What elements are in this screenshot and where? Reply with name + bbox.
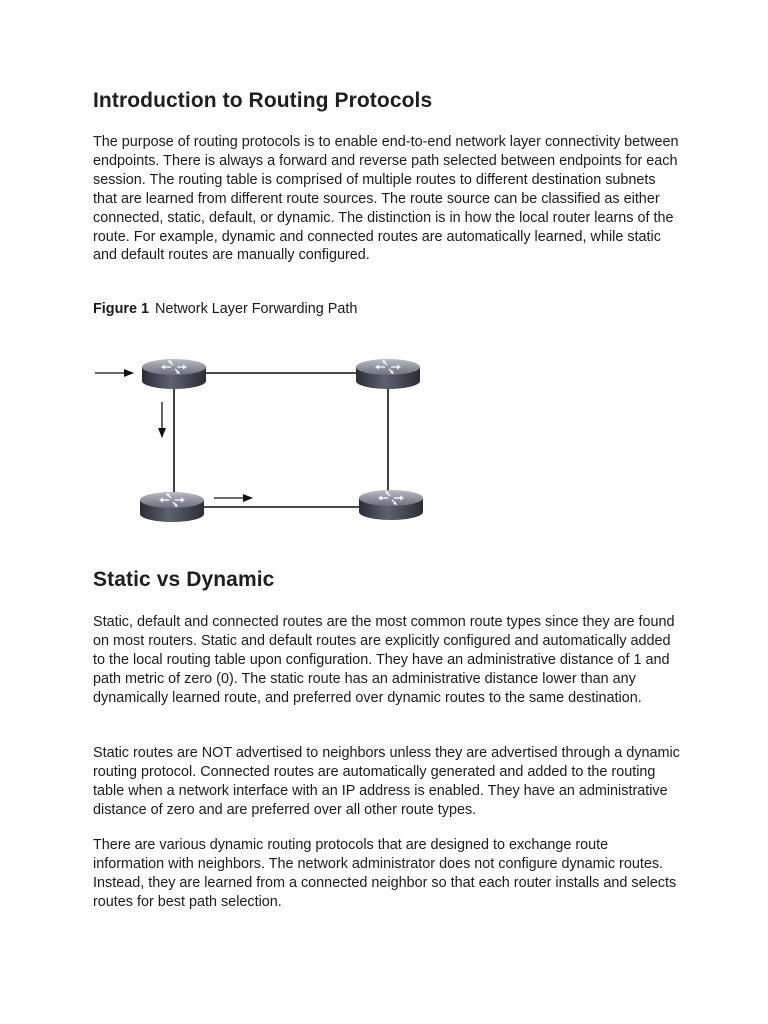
static-paragraph-1: Static, default and connected routes are the most common route types since they are found on most routers. Static and default routes are explicitly configured and automatically added to the local routing table upon configuration. They have an administrative distance of 1 and path metric of zero (0). The static route has an administrative distance lower than any dynamically learned route, and preferred over dynamic routes to the same destination. (93, 614, 675, 706)
static-paragraph-3: There are various dynamic routing protocols that are designed to exchange route information with neighbors. The network administrator does not configure dynamic routes. Instead, they are learned from a connected neighbor so that each router installs and selects routes for best path selection. (93, 837, 677, 910)
network-diagram (80, 338, 440, 538)
network-links (174, 373, 388, 507)
static-paragraph-2: Static routes are NOT advertised to neighbors unless they are advertised through a dynamic routing protocol. Connected routes are automatically generated and added to the routing table when a network interface with an IP address is enabled. They have an administrative distance of zero and are preferred over all other route types. (93, 745, 680, 818)
figure-title: Network Layer Forwarding Path (154, 301, 358, 317)
router-icon (140, 492, 204, 522)
section-heading-intro: Introduction to Routing Protocols (93, 89, 433, 112)
section-heading-static-vs-dynamic: Static vs Dynamic (93, 568, 275, 591)
router-icon (356, 359, 420, 389)
router-icon (142, 359, 206, 389)
intro-paragraph: The purpose of routing protocols is to enable end-to-end network layer connectivity between endpoints. There is always a forward and reverse path selected between endpoints for each session. The routing table is comprised of multiple routes to different destination subnets that are learned from different route sources. The route source can be classified as either connected, static, default, or dynamic. The distinction is in how the local router learns of the route. For example, dynamic and connected routes are automatically learned, while static and default routes are manually configured. (93, 134, 679, 264)
router-icon (359, 490, 423, 520)
figure-caption (93, 301, 357, 317)
figure-label: Figure 1 (93, 301, 149, 317)
